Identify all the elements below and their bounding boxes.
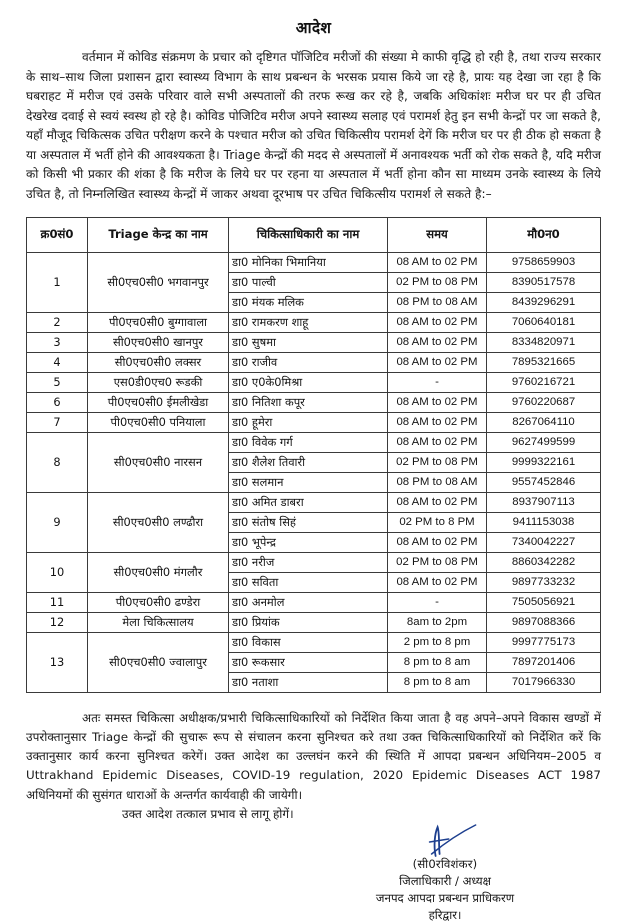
cell-phone: 8334820971 <box>487 332 601 352</box>
cell-doctor-name: डा0 विवेक गर्ग <box>229 432 388 452</box>
signature-block <box>295 826 595 923</box>
cell-doctor-name: डा0 सुषमा <box>229 332 388 352</box>
cell-time: 02 PM to 8 PM <box>388 512 487 532</box>
cell-sr-no: 3 <box>27 332 88 352</box>
cell-phone: 7060640181 <box>487 312 601 332</box>
cell-doctor-name: डा0 नितिशा कपूर <box>229 392 388 412</box>
cell-phone: 9897733232 <box>487 572 601 592</box>
cell-phone: 9627499599 <box>487 432 601 452</box>
cell-time: 08 AM to 02 PM <box>388 252 487 272</box>
table-row <box>27 312 601 332</box>
cell-sr-no: 1 <box>27 252 88 312</box>
cell-center-name: सी0एच0सी0 मंगलौर <box>88 552 229 592</box>
cell-time: 08 PM to 08 AM <box>388 292 487 312</box>
table-body <box>27 252 601 692</box>
cell-center-name: पी0एच0सी0 ईमलीखेडा <box>88 392 229 412</box>
intro-paragraph: वर्तमान में कोविड संक्रमण के प्रचार को दृष्टिगत पॉजिटिव मरीजों की संख्या मे काफी वृद्धि हो रही है, तथा राज्य सरकार के साथ–साथ जिला प्रशासन द्वारा स्वास्थ्य विभाग के साथ प्रबन्धन के भरसक प्रयास किये जा रहे है, प्रायः यह देखा जा रहा है कि घबराहट में मरीज एवं उसके परिवार वाले सभी अस्पतालों की तरफ रूख कर रहे है, जबकि अधिकांशः मरीज घर पर ही उचित देखरेख दवाई से स्वयं स्वस्थ हो रहे है। कोविड पोजिटिव मरीज अपने स्वास्थ्य सलाह एवं परामर्श हेतु इन सभी केन्द्रों पर जा सकते है, यहॉं मौजूद चिकित्सक उचित परीक्षण करने के पश्चात मरीज को उचित चिकित्सीय परामर्श देगें कि मरीज घर पर ही ठीक हो सकता है या अस्पताल में भर्ती होने की आवश्यकता है। Triage केन्द्रों की मदद से अस्पतालों में अनावश्यक भर्ती को रोक सकते है, यदि मरीज को किसी भी प्रकार की शंका है कि मरीज के लिये घर पर रहना या अस्पताल में भर्ती होना कौन सा माध्यम उनके स्वास्थ्य के लिये उचित है, तो निम्नलिखित स्वास्थ्य केन्द्रों में जाकर अथवा दूरभाष पर उचित चिकित्सीय परामर्श ले सकते है:– <box>26 50 601 202</box>
column-header-time: समय <box>388 217 487 252</box>
cell-sr-no: 9 <box>27 492 88 552</box>
cell-sr-no: 2 <box>27 312 88 332</box>
cell-time: 08 AM to 02 PM <box>388 332 487 352</box>
table-row <box>27 492 601 512</box>
cell-doctor-name: डा0 पाल्वी <box>229 272 388 292</box>
cell-phone: 9760220687 <box>487 392 601 412</box>
cell-doctor-name: डा0 रूकसार <box>229 652 388 672</box>
cell-time: 08 AM to 02 PM <box>388 492 487 512</box>
cell-doctor-name: डा0 सलमान <box>229 472 388 492</box>
table-row <box>27 432 601 452</box>
cell-doctor-name: डा0 संतोष सिहं <box>229 512 388 532</box>
closing-paragraph: अतः समस्त चिकित्सा अधीक्षक/प्रभारी चिकित्साधिकारियों को निर्देशित किया जाता है वह अपने–अपने विकास खण्डों में उपरोक्तानुसार Triage केन्द्रों की सुचारू रूप से संचालन करना सुनिश्चत करे तथा उक्त चिकित्साधिकारियों को निर्देशित करें कि उक्तानुसार कार्य करना सुनिश्चत करेगें। उक्त आदेश का उल्लघंन करने की स्थिति में आपदा प्रबन्धन अधिनियम–2005 व Uttrakhand Epidemic Diseases, COVID-19 regulation, 2020 Epidemic Diseases ACT 1987 अधिनियमों की सुसंगत धाराओं के अन्तर्गत कार्यवाही की जायेगी। <box>26 710 601 802</box>
cell-center-name: सी0एच0सी0 भगवानपुर <box>88 252 229 312</box>
table-row <box>27 372 601 392</box>
signatory-name: (सी0रविशंकर) <box>412 857 478 872</box>
cell-sr-no: 11 <box>27 592 88 612</box>
cell-doctor-name: डा0 मंयक मलिक <box>229 292 388 312</box>
cell-time: 08 AM to 02 PM <box>388 392 487 412</box>
table-row <box>27 332 601 352</box>
cell-time: 08 AM to 02 PM <box>388 312 487 332</box>
table-row <box>27 552 601 572</box>
cell-doctor-name: डा0 प्रियांक <box>229 612 388 632</box>
cell-time: 2 pm to 8 pm <box>388 632 487 652</box>
cell-phone: 9997775173 <box>487 632 601 652</box>
table-row <box>27 632 601 652</box>
handwritten-signature-icon <box>295 826 595 856</box>
cell-time: 08 AM to 02 PM <box>388 352 487 372</box>
cell-sr-no: 6 <box>27 392 88 412</box>
cell-doctor-name: डा0 ए0के0मिश्रा <box>229 372 388 392</box>
cell-phone: 9760216721 <box>487 372 601 392</box>
cell-phone: 9758659903 <box>487 252 601 272</box>
cell-time: 02 PM to 08 PM <box>388 452 487 472</box>
table-row <box>27 252 601 272</box>
cell-time: 08 PM to 08 AM <box>388 472 487 492</box>
table-row <box>27 352 601 372</box>
table-row <box>27 612 601 632</box>
cell-center-name: सी0एच0सी0 लण्ढौरा <box>88 492 229 552</box>
cell-phone: 8439296291 <box>487 292 601 312</box>
cell-doctor-name: डा0 अनमोल <box>229 592 388 612</box>
cell-doctor-name: डा0 नरीज <box>229 552 388 572</box>
cell-doctor-name: डा0 विकास <box>229 632 388 652</box>
cell-time: 02 PM to 08 PM <box>388 552 487 572</box>
cell-doctor-name: डा0 नताशा <box>229 672 388 692</box>
cell-time: 8 pm to 8 am <box>388 652 487 672</box>
column-header-doctor-name: चिकित्साधिकारी का नाम <box>229 217 388 252</box>
table-row <box>27 592 601 612</box>
cell-phone: 7340042227 <box>487 532 601 552</box>
cell-sr-no: 4 <box>27 352 88 372</box>
cell-center-name: पी0एच0सी0 पनियाला <box>88 412 229 432</box>
cell-phone: 7505056921 <box>487 592 601 612</box>
cell-center-name: सी0एच0सी0 लक्सर <box>88 352 229 372</box>
signatory-district: हरिद्वार। <box>428 907 462 922</box>
cell-sr-no: 13 <box>27 632 88 692</box>
cell-center-name: सी0एच0सी0 ज्वालापुर <box>88 632 229 692</box>
cell-phone: 9897088366 <box>487 612 601 632</box>
table-row <box>27 412 601 432</box>
cell-phone: 9999322161 <box>487 452 601 472</box>
cell-time: 08 AM to 02 PM <box>388 432 487 452</box>
triage-centers-table <box>26 217 601 693</box>
cell-center-name: सी0एच0सी0 नारसन <box>88 432 229 492</box>
cell-doctor-name: डा0 शैलेश तिवारी <box>229 452 388 472</box>
cell-phone: 7017966330 <box>487 672 601 692</box>
cell-doctor-name: डा0 सविता <box>229 572 388 592</box>
cell-center-name: पी0एच0सी0 ढण्डेरा <box>88 592 229 612</box>
cell-phone: 8390517578 <box>487 272 601 292</box>
cell-phone: 7895321665 <box>487 352 601 372</box>
cell-center-name: पी0एच0सी0 बुग्गावाला <box>88 312 229 332</box>
table-header <box>27 217 601 252</box>
cell-time: - <box>388 592 487 612</box>
cell-center-name: सी0एच0सी0 खानपुर <box>88 332 229 352</box>
cell-time: 08 AM to 02 PM <box>388 532 487 552</box>
column-header-phone: मौ0न0 <box>487 217 601 252</box>
column-header-center-name: Triage केन्द्र का नाम <box>88 217 229 252</box>
cell-doctor-name: डा0 भूपेन्द्र <box>229 532 388 552</box>
cell-doctor-name: डा0 अमित डाबरा <box>229 492 388 512</box>
cell-time: 08 AM to 02 PM <box>388 412 487 432</box>
table-header-row <box>27 217 601 252</box>
column-header-sr-no: क्र0सं0 <box>27 217 88 252</box>
cell-sr-no: 7 <box>27 412 88 432</box>
cell-phone: 7897201406 <box>487 652 601 672</box>
cell-doctor-name: डा0 मोनिका भिमानिया <box>229 252 388 272</box>
cell-sr-no: 12 <box>27 612 88 632</box>
cell-sr-no: 5 <box>27 372 88 392</box>
cell-phone: 8937907113 <box>487 492 601 512</box>
cell-doctor-name: डा0 राजीव <box>229 352 388 372</box>
cell-time: 8am to 2pm <box>388 612 487 632</box>
signatory-designation: जिलाधिकारी / अध्यक्ष <box>399 874 491 889</box>
page-title: आदेश <box>295 19 332 37</box>
cell-sr-no: 10 <box>27 552 88 592</box>
cell-doctor-name: डा0 रामकरण शाहू <box>229 312 388 332</box>
signatory-authority: जनपद आपदा प्रबन्धन प्राधिकरण <box>375 890 515 905</box>
cell-phone: 9411153038 <box>487 512 601 532</box>
cell-phone: 9557452846 <box>487 472 601 492</box>
cell-center-name: एस0डी0एच0 रूडकी <box>88 372 229 392</box>
cell-center-name: मेला चिकित्सालय <box>88 612 229 632</box>
closing-paragraph-2: उक्त आदेश तत्काल प्रभाव से लागू होगें। <box>122 807 294 822</box>
table-row <box>27 392 601 412</box>
cell-doctor-name: डा0 हूमेरा <box>229 412 388 432</box>
cell-sr-no: 8 <box>27 432 88 492</box>
cell-time: 8 pm to 8 am <box>388 672 487 692</box>
cell-phone: 8860342282 <box>487 552 601 572</box>
cell-time: 02 PM to 08 PM <box>388 272 487 292</box>
cell-phone: 8267064110 <box>487 412 601 432</box>
cell-time: - <box>388 372 487 392</box>
cell-time: 08 AM to 02 PM <box>388 572 487 592</box>
